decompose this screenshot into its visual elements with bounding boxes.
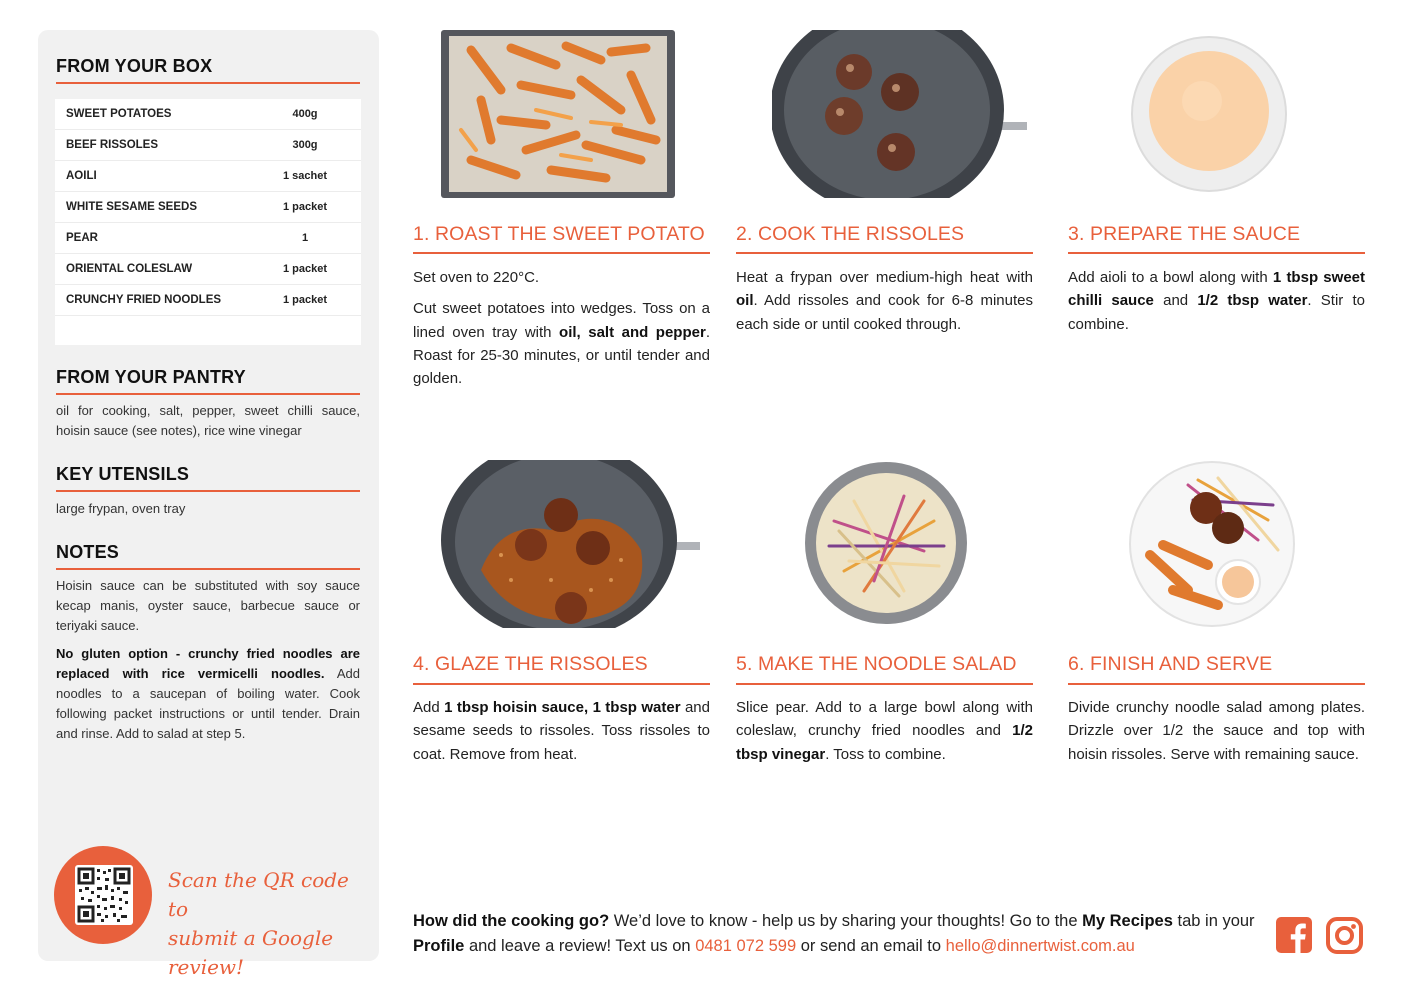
review-prompt (413, 909, 1263, 959)
divider (56, 568, 360, 570)
divider (56, 490, 360, 492)
step-6-text (1068, 696, 1365, 774)
step-1-text (413, 266, 710, 398)
step-emphasis: 1 tbsp hoisin sauce, 1 tbsp water (444, 699, 681, 716)
utensils-title: KEY UTENSILS (56, 464, 190, 484)
divider (736, 252, 1033, 254)
step-text-segment: and (1153, 292, 1198, 310)
step-paragraph (736, 266, 1033, 336)
step-text-segment: . Toss to combine. (825, 745, 946, 763)
pantry-title: FROM YOUR PANTRY (56, 367, 246, 387)
ingredient-qty: 1 sachet (282, 170, 328, 182)
step-text-segment: Heat a frypan over medium-high heat with (736, 269, 1033, 286)
pantry-text: oil for cooking, salt, pepper, sweet chilli sauce, hoisin sauce (see notes), rice wine vinegar (56, 403, 360, 438)
qr-caption (168, 866, 368, 982)
step-text-segment: Cut sweet potatoes into wedges. Toss on a lined oven tray with (413, 300, 710, 341)
ingredient-name: PEAR (66, 232, 98, 244)
footer-text-segment: tab in your (1172, 912, 1255, 930)
step-text-segment: Slice pear. Add to a large bowl along with coleslaw, crunchy fried noodles and (736, 699, 1033, 740)
notes-paragraph (56, 644, 360, 744)
qr-caption-line: Scan the QR code to (168, 868, 349, 921)
step-paragraph (736, 696, 1033, 766)
ingredient-qty: 400g (292, 108, 318, 120)
footer-text-segment: and leave a review! Text us on (464, 937, 696, 955)
step-3-text (1068, 266, 1365, 344)
step-2-title: 2. COOK THE RISSOLES (736, 223, 965, 245)
notes-text: Add noodles to a saucepan of boiling water. Cook following packet instructions or until tender. Drain and rinse. Add to salad at step 5. (56, 666, 360, 741)
ingredient-name: WHITE SESAME SEEDS (66, 201, 197, 213)
step-emphasis: oil, salt and pepper (559, 323, 706, 341)
step-5-title: 5. MAKE THE NOODLE SALAD (736, 653, 1017, 675)
step-6-title: 6. FINISH AND SERVE (1068, 653, 1273, 675)
step-6-photo (1128, 460, 1296, 633)
step-5-photo (804, 461, 968, 630)
ingredient-qty: 1 packet (282, 201, 328, 213)
table-row (55, 192, 361, 223)
step-emphasis: 1 tbsp sweet chilli sauce (1068, 269, 1365, 310)
step-emphasis: 1/2 tbsp vinegar (736, 722, 1033, 763)
divider (56, 82, 360, 84)
ingredients-sidebar (38, 30, 379, 979)
qr-caption-line: submit a Google review! (168, 926, 334, 979)
step-4-text (413, 696, 710, 774)
notes-bold-text: No gluten option - crunchy fried noodles are replaced with rice vermicelli noodles. (56, 646, 360, 681)
ingredients-table (55, 99, 361, 345)
step-emphasis: 1/2 tbsp water (1197, 292, 1308, 310)
ingredient-name: SWEET POTATOES (66, 108, 172, 120)
divider (56, 393, 360, 395)
qr-badge[interactable] (54, 846, 152, 944)
from-box-title: FROM YOUR BOX (56, 56, 213, 76)
utensils-text: large frypan, oven tray (56, 501, 186, 516)
step-3-title: 3. PREPARE THE SAUCE (1068, 223, 1301, 245)
step-paragraph (413, 297, 710, 390)
instagram-icon[interactable] (1326, 917, 1363, 959)
phone-link[interactable]: 0481 072 599 (695, 937, 797, 955)
step-paragraph (1068, 696, 1365, 766)
divider (736, 683, 1033, 685)
table-row (55, 254, 361, 285)
step-text-segment: . Stir to combine. (1068, 292, 1365, 333)
step-paragraph (413, 696, 710, 766)
divider (1068, 683, 1365, 685)
ingredient-qty: 1 (301, 232, 309, 244)
ingredient-name: BEEF RISSOLES (66, 139, 159, 151)
divider (413, 683, 710, 685)
table-row (55, 99, 361, 130)
table-row (55, 130, 361, 161)
footer-text-segment: or send an email to (796, 937, 946, 955)
footer-text-segment: We’d love to know - help us by sharing your thoughts! Go to the (609, 912, 1083, 930)
ingredient-qty: 1 packet (282, 263, 328, 275)
step-1-photo (441, 30, 675, 203)
email-link[interactable]: hello@dinnertwist.com.au (945, 937, 1135, 955)
step-4-photo (441, 460, 703, 633)
step-text-segment: Divide crunchy noodle salad among plates. Drizzle over 1/2 the sauce and top with hoisin rissoles. Serve with remaining sauce. (1068, 699, 1365, 763)
step-paragraph (1068, 266, 1365, 336)
qr-code-icon[interactable] (75, 865, 133, 925)
step-1-title: 1. ROAST THE SWEET POTATO (413, 223, 705, 245)
step-4-title: 4. GLAZE THE RISSOLES (413, 653, 648, 675)
notes-title: NOTES (56, 542, 120, 562)
step-2-text (736, 266, 1033, 344)
facebook-icon[interactable] (1276, 917, 1312, 958)
step-3-photo (1130, 35, 1288, 198)
ingredient-qty: 1 packet (282, 294, 328, 306)
step-text-segment: . Add rissoles and cook for 6-8 minutes each side or until cooked through. (736, 292, 1033, 333)
profile-label: Profile (413, 937, 465, 955)
step-text-segment: . Roast for 25-30 minutes, or until tender and golden. (413, 323, 710, 388)
step-2-photo (772, 30, 1032, 203)
ingredient-name: AOILI (66, 170, 97, 182)
step-text-segment: Add aioli to a bowl along with (1068, 269, 1273, 286)
ingredient-name: ORIENTAL COLESLAW (66, 263, 193, 275)
divider (1068, 252, 1365, 254)
notes-paragraph: Hoisin sauce can be substituted with soy sauce kecap manis, oyster sauce, barbecue sauce or teriyaki sauce. (56, 578, 360, 633)
table-row (55, 285, 361, 316)
step-5-text (736, 696, 1033, 774)
step-text-segment: Add (413, 699, 445, 716)
step-text-segment: Set oven to 220°C. (413, 269, 540, 286)
step-emphasis: oil (736, 292, 754, 310)
step-text-segment: and sesame seeds to rissoles. Toss rissoles to coat. Remove from heat. (413, 699, 710, 763)
table-row (55, 223, 361, 254)
divider (413, 252, 710, 254)
ingredient-qty: 300g (292, 139, 318, 151)
table-row-empty (55, 316, 361, 345)
my-recipes-label: My Recipes (1082, 912, 1173, 930)
review-question: How did the cooking go? (413, 912, 610, 930)
step-paragraph (413, 266, 710, 289)
ingredient-name: CRUNCHY FRIED NOODLES (66, 294, 222, 306)
table-row (55, 161, 361, 192)
